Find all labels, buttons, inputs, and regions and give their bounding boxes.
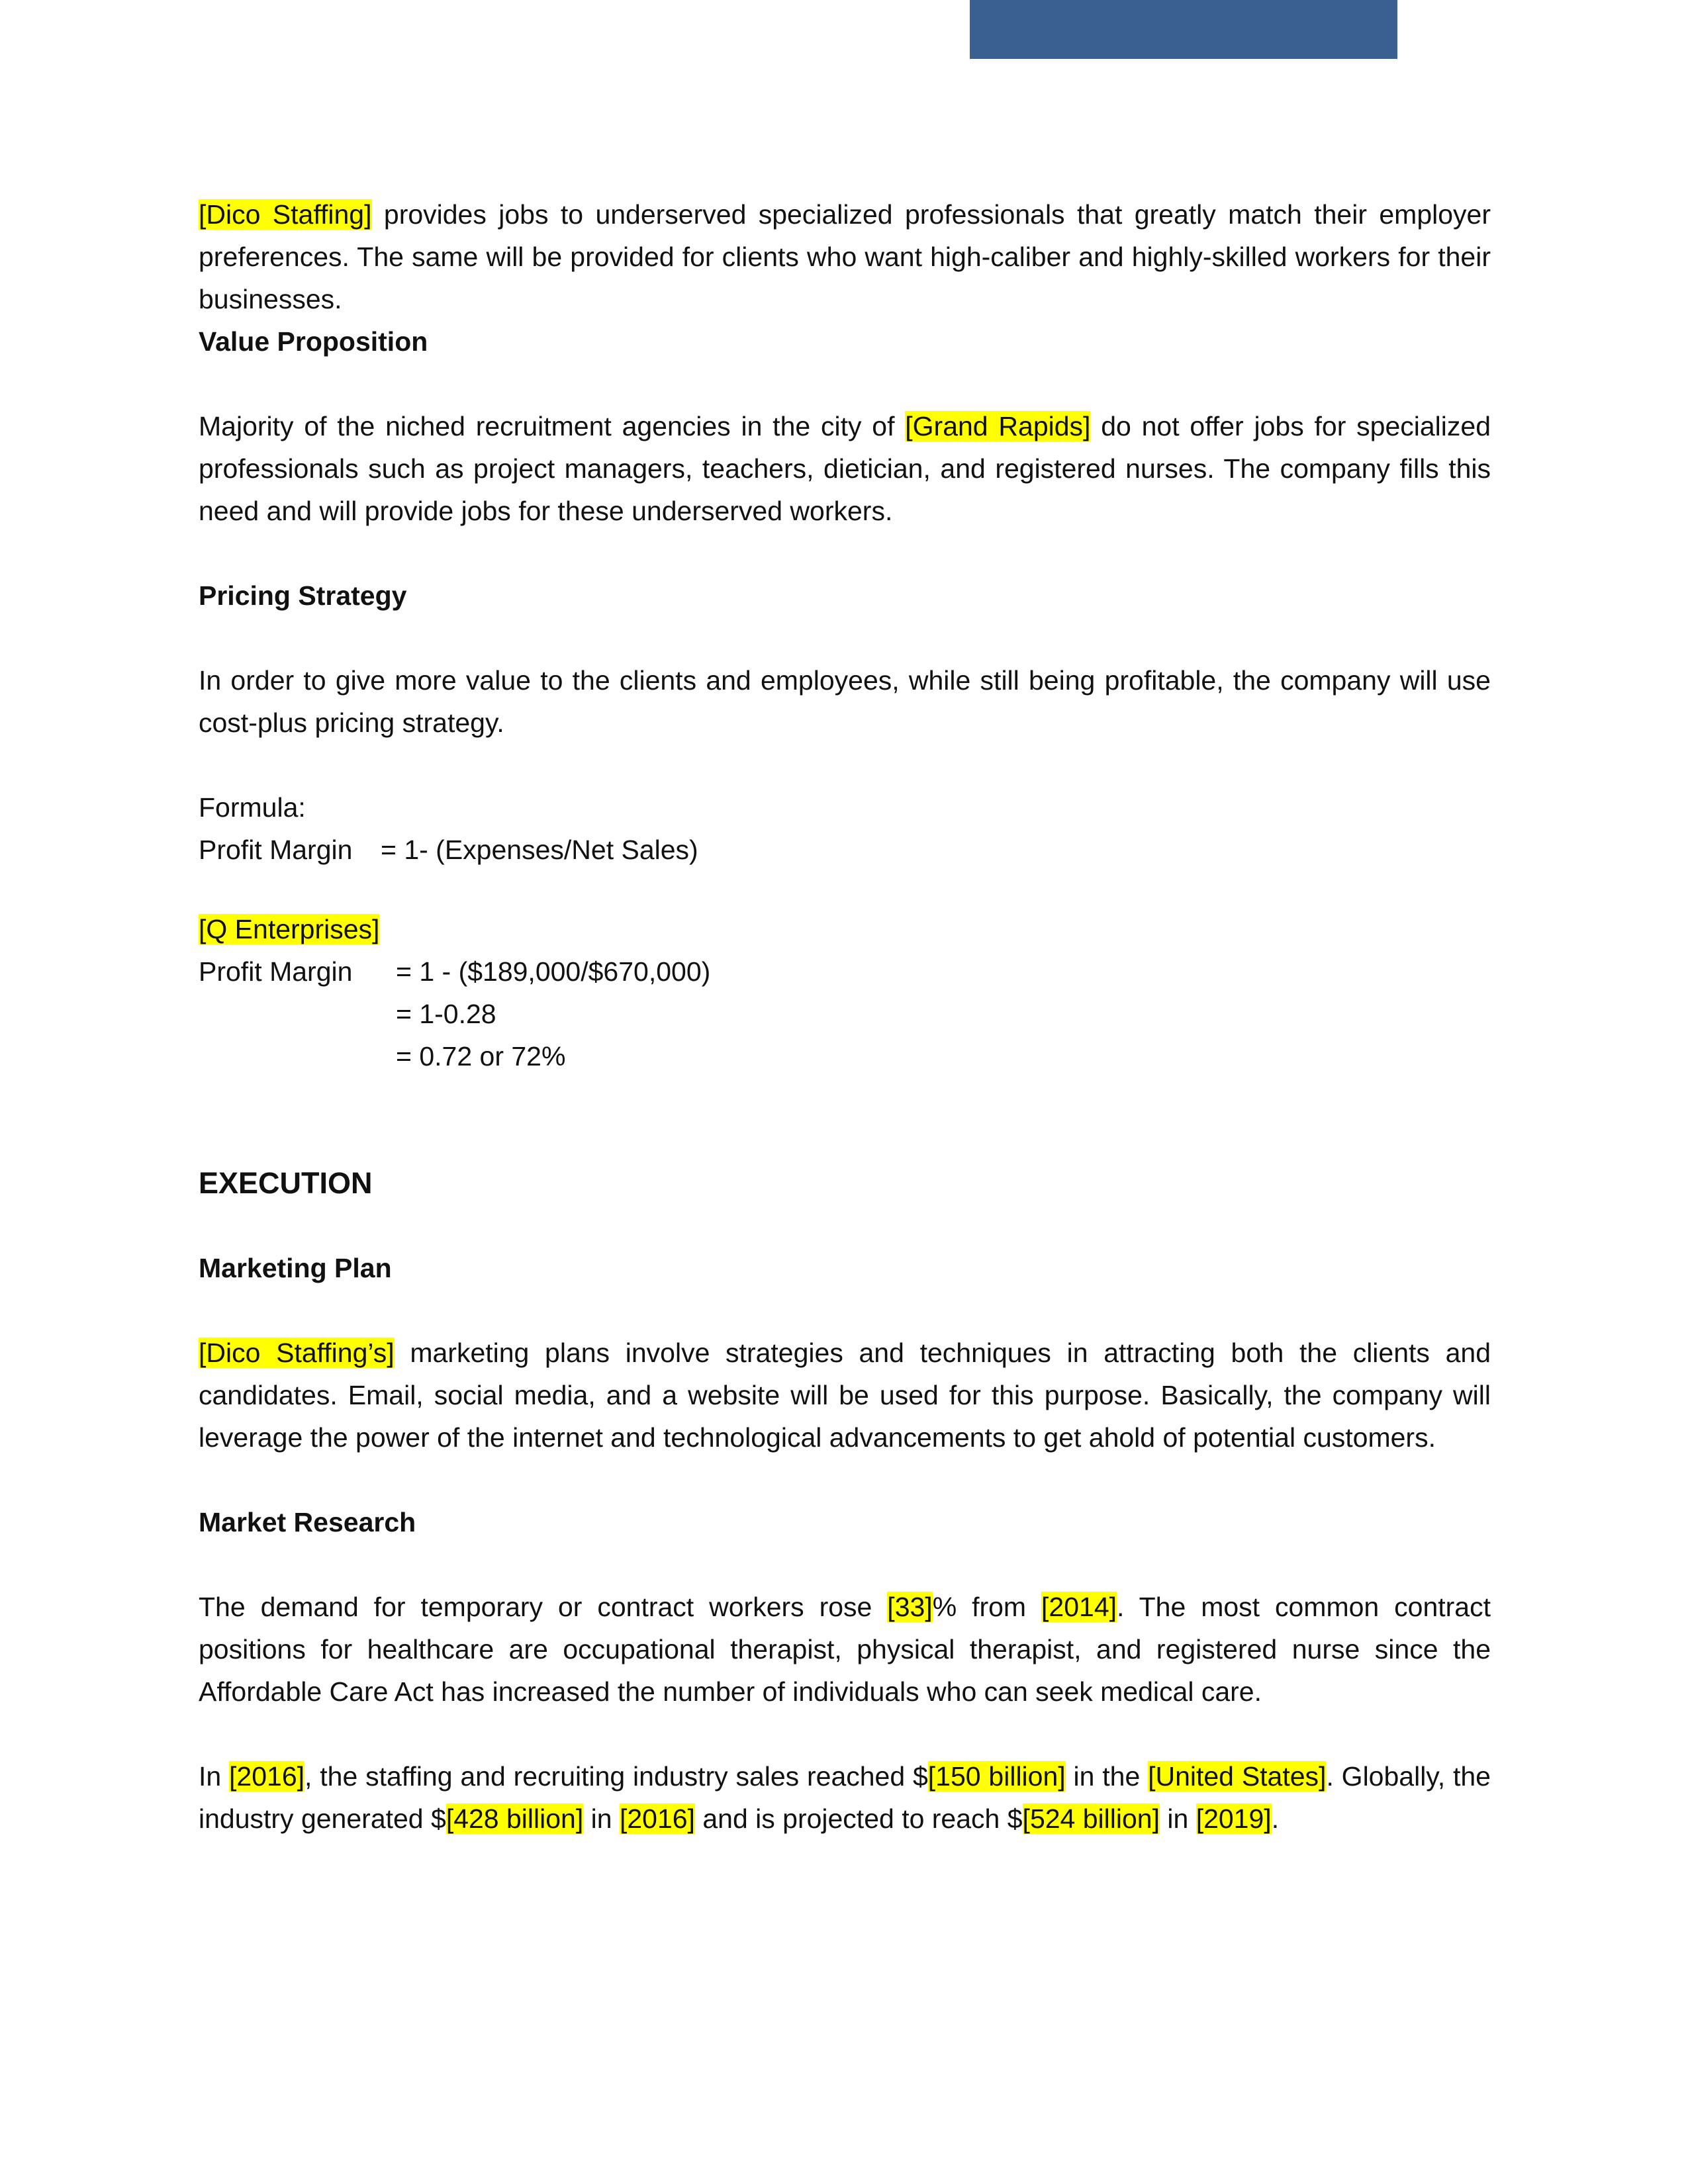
intro-text: provides jobs to underserved specialized professionals that greatly match their employer preferences. The same will be provided for clients who want high-caliber and highly-skilled workers for their businesses. <box>199 199 1491 314</box>
mr2-text-f: and is projected to reach $ <box>694 1803 1023 1834</box>
value-proposition-heading: Value Proposition <box>199 326 428 357</box>
market-research-paragraph-2 <box>199 1755 1491 1840</box>
highlight-year-2016-b: [2016] <box>619 1803 695 1834</box>
mr2-text-a: In <box>199 1761 230 1792</box>
highlight-year-2014: [2014] <box>1041 1592 1117 1622</box>
value-proposition-paragraph <box>199 405 1491 532</box>
execution-heading: EXECUTION <box>199 1166 373 1200</box>
example-company-line <box>199 908 1491 950</box>
highlight-country: [United States] <box>1148 1761 1327 1792</box>
calc-row-2 <box>199 993 1491 1035</box>
mr2-text-h: . <box>1271 1803 1280 1834</box>
mr2-text-b: , the staffing and recruiting industry sales reached $ <box>305 1761 928 1792</box>
highlight-company-name: [Dico Staffing] <box>199 199 372 230</box>
market-research-paragraph-1 <box>199 1586 1491 1713</box>
highlight-company-possessive: [Dico Staffing’s] <box>199 1338 395 1368</box>
marketing-plan-text: marketing plans involve strategies and techniques in attracting both the clients and candidates. Email, social media, and a website will be used for this purpose. Basically, the company will leverage the power of the internet and technological advancements to get ahold of potential customers. <box>199 1338 1491 1453</box>
highlight-projected-sales: [524 billion] <box>1022 1803 1160 1834</box>
calc-row-1 <box>199 950 1491 993</box>
highlight-percent: [33] <box>887 1592 933 1622</box>
highlight-us-sales: [150 billion] <box>927 1761 1066 1792</box>
market-research-heading: Market Research <box>199 1507 416 1537</box>
intro-paragraph <box>199 193 1491 320</box>
calc-line-2: = 1-0.28 <box>396 999 496 1029</box>
highlight-year-2019: [2019] <box>1196 1803 1272 1834</box>
pricing-strategy-paragraph: In order to give more value to the clients and employees, while still being profitable, the company will use cost-plus pricing strategy. <box>199 665 1491 738</box>
header-color-bar <box>970 0 1397 59</box>
document-body <box>199 193 1491 1840</box>
calc-row-3 <box>199 1035 1491 1077</box>
formula-label: Formula: <box>199 792 306 823</box>
mr1-text-b: % from <box>932 1592 1042 1622</box>
formula-row <box>199 829 1491 871</box>
highlight-global-sales: [428 billion] <box>445 1803 584 1834</box>
formula-expression: = 1- (Expenses/Net Sales) <box>381 835 698 865</box>
marketing-plan-heading: Marketing Plan <box>199 1253 392 1283</box>
marketing-plan-paragraph <box>199 1332 1491 1459</box>
vp-text-after: do not offer jobs for specialized professionals such as project managers, teachers, dietician, and registered nurses. The company fills this need and will provide jobs for these underserved workers. <box>199 411 1491 526</box>
mr2-text-g: in <box>1159 1803 1196 1834</box>
mr1-text-c: . The most common contract positions for healthcare are occupational therapist, physical therapist, and registered nurse since the Affordable Care Act has increased the number of individuals who can seek medical care. <box>199 1592 1491 1707</box>
vp-text-before: Majority of the niched recruitment agencies in the city of <box>199 411 906 441</box>
mr1-text-a: The demand for temporary or contract workers rose <box>199 1592 888 1622</box>
mr2-text-d: . Globally, the industry generated $ <box>199 1761 1491 1834</box>
highlight-year-2016-a: [2016] <box>229 1761 305 1792</box>
pricing-strategy-heading: Pricing Strategy <box>199 580 407 611</box>
highlight-city: [Grand Rapids] <box>905 411 1091 441</box>
mr2-text-e: in <box>583 1803 620 1834</box>
formula-name: Profit Margin <box>199 835 353 865</box>
calc-line-1: = 1 - ($189,000/$670,000) <box>396 956 711 987</box>
mr2-text-c: in the <box>1065 1761 1149 1792</box>
calc-line-3: = 0.72 or 72% <box>396 1041 566 1071</box>
calc-name: Profit Margin <box>199 956 353 987</box>
highlight-example-company: [Q Enterprises] <box>199 914 380 944</box>
